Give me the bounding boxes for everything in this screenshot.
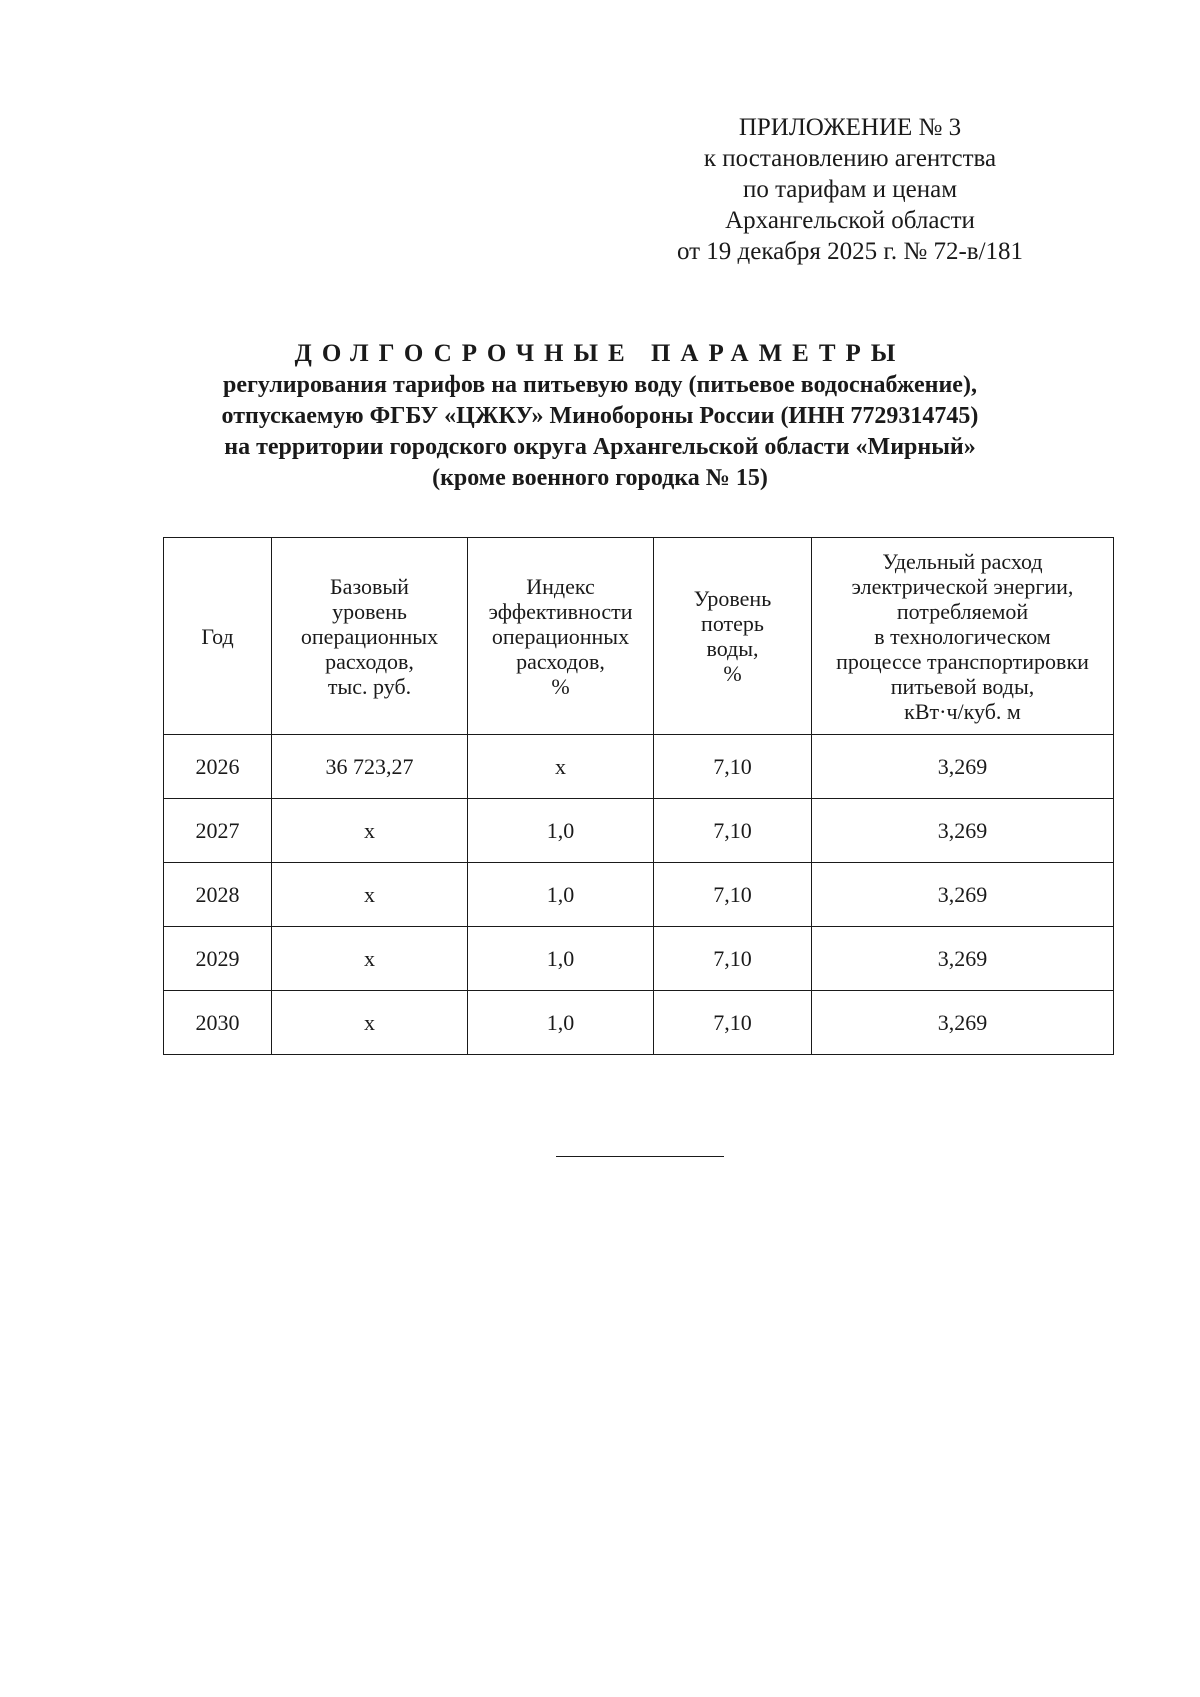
cell-energy-consumption: 3,269: [812, 735, 1114, 799]
title-subtitle-line: регулирования тарифов на питьевую воду (питьевое водоснабжение),: [223, 372, 977, 398]
cell-base-opex: 36 723,27: [272, 735, 468, 799]
cell-water-loss: 7,10: [654, 735, 812, 799]
appendix-header: [640, 112, 1060, 267]
header-base-opex: Базовый уровень операционных расходов, тыс. руб.: [272, 538, 468, 735]
cell-efficiency-index: х: [468, 735, 654, 799]
cell-efficiency-index: 1,0: [468, 991, 654, 1055]
cell-base-opex: х: [272, 927, 468, 991]
appendix-line: к постановлению агентства: [703, 145, 997, 172]
header-efficiency-index: Индекс эффективности операционных расходов, %: [468, 538, 654, 735]
cell-base-opex: х: [272, 799, 468, 863]
title-subtitle-line: (кроме военного городка № 15): [432, 465, 768, 491]
title-subtitle-line: на территории городского округа Архангельской области «Мирный»: [224, 434, 976, 460]
cell-year: 2029: [164, 927, 272, 991]
title-main: ДОЛГОСРОЧНЫЕ ПАРАМЕТРЫ: [294, 340, 906, 367]
cell-energy-consumption: 3,269: [812, 991, 1114, 1055]
header-energy-consumption: Удельный расход электрической энергии, потребляемой в технологическом процессе транспортировки питьевой воды, кВт·ч/куб. м: [812, 538, 1114, 735]
document-title: [100, 338, 1100, 494]
table-row: [164, 863, 1114, 927]
cell-year: 2026: [164, 735, 272, 799]
cell-efficiency-index: 1,0: [468, 799, 654, 863]
table-row: [164, 735, 1114, 799]
appendix-number: ПРИЛОЖЕНИЕ № 3: [738, 114, 962, 141]
header-water-loss: Уровень потерь воды, %: [654, 538, 812, 735]
table-header-row: [164, 538, 1114, 735]
title-subtitle-line: отпускаемую ФГБУ «ЦЖКУ» Минобороны России (ИНН 7729314745): [221, 403, 979, 429]
cell-energy-consumption: 3,269: [812, 927, 1114, 991]
table-row: [164, 799, 1114, 863]
closing-rule-line: [556, 1156, 724, 1157]
cell-year: 2028: [164, 863, 272, 927]
cell-year: 2027: [164, 799, 272, 863]
table-row: [164, 927, 1114, 991]
cell-water-loss: 7,10: [654, 863, 812, 927]
parameters-table: [163, 537, 1114, 1055]
cell-water-loss: 7,10: [654, 799, 812, 863]
cell-base-opex: х: [272, 863, 468, 927]
cell-energy-consumption: 3,269: [812, 799, 1114, 863]
cell-energy-consumption: 3,269: [812, 863, 1114, 927]
cell-year: 2030: [164, 991, 272, 1055]
table-row: [164, 991, 1114, 1055]
cell-efficiency-index: 1,0: [468, 863, 654, 927]
cell-efficiency-index: 1,0: [468, 927, 654, 991]
cell-water-loss: 7,10: [654, 991, 812, 1055]
cell-water-loss: 7,10: [654, 927, 812, 991]
appendix-date: от 19 декабря 2025 г. № 72-в/181: [676, 238, 1024, 265]
appendix-line: по тарифам и ценам: [742, 176, 958, 203]
cell-base-opex: х: [272, 991, 468, 1055]
header-year: Год: [164, 538, 272, 735]
appendix-line: Архангельской области: [725, 207, 975, 234]
